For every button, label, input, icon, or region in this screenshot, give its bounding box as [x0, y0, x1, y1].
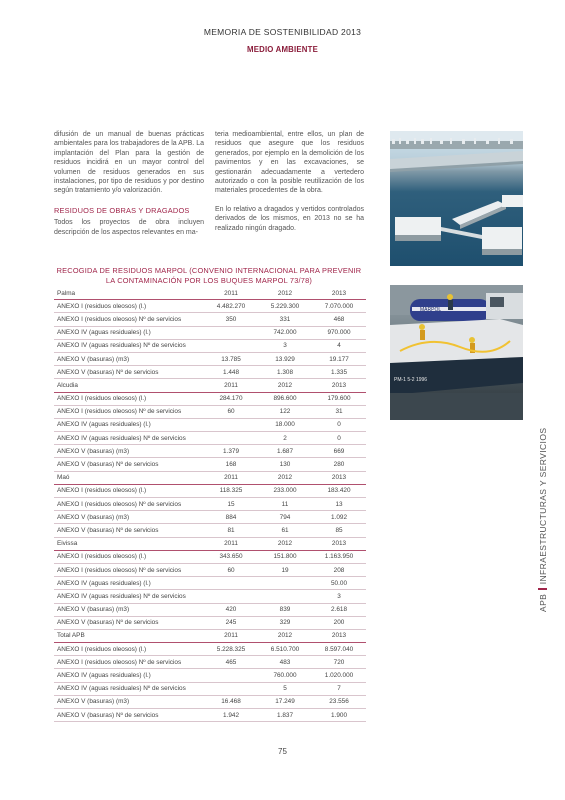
table-row: [54, 405, 366, 418]
table-cell-label: ANEXO I (residuos oleosos) (l.): [54, 550, 204, 563]
table-cell-value: 2012: [258, 471, 312, 484]
paragraph: Todos los proyectos de obra incluyen descripción de los aspectos relevantes en ma-: [54, 219, 204, 236]
table-cell-value: 3: [258, 339, 312, 352]
table-cell-value: 31: [312, 405, 366, 418]
table-cell-value: 6.510.700: [258, 643, 312, 656]
table-cell-value: 151.800: [258, 550, 312, 563]
table-cell-label: Maó: [54, 471, 204, 484]
table-cell-label: ANEXO V (basuras) Nº de servicios: [54, 709, 204, 722]
table-section-row: [54, 287, 366, 300]
table-cell-label: ANEXO IV (aguas residuales) Nº de servicios: [54, 339, 204, 352]
table-cell-value: 2013: [312, 287, 366, 300]
table-cell-value: [204, 418, 258, 431]
table-section-row: [54, 629, 366, 642]
table-cell-value: 329: [258, 616, 312, 629]
subheading: RESIDUOS DE OBRAS Y DRAGADOS: [54, 205, 190, 215]
table-row: [54, 418, 366, 431]
table-cell-value: 760.000: [258, 669, 312, 682]
table-row: [54, 511, 366, 524]
table-cell-value: 2012: [258, 537, 312, 550]
table-cell-value: 50.00: [312, 577, 366, 590]
table-cell-value: 122: [258, 405, 312, 418]
table-cell-value: [204, 432, 258, 445]
table-cell-label: ANEXO V (basuras) (m3): [54, 603, 204, 616]
table-row: [54, 352, 366, 365]
table-row: [54, 709, 366, 722]
table-cell-label: ANEXO IV (aguas residuales) Nº de servicios: [54, 682, 204, 695]
table-section-row: [54, 379, 366, 392]
table-cell-value: 179.600: [312, 392, 366, 405]
table-cell-label: ANEXO I (residuos oleosos) Nº de servicios: [54, 563, 204, 576]
table-cell-value: 839: [258, 603, 312, 616]
table-cell-label: ANEXO V (basuras) (m3): [54, 695, 204, 708]
table-row: [54, 669, 366, 682]
table-cell-label: ANEXO V (basuras) Nº de servicios: [54, 524, 204, 537]
table-cell-value: 5: [258, 682, 312, 695]
table-cell-value: 16.468: [204, 695, 258, 708]
table-cell-value: 1.379: [204, 445, 258, 458]
tanker-label: MARPOL: [420, 307, 442, 313]
table-cell-value: 343.650: [204, 550, 258, 563]
table-cell-value: 13.785: [204, 352, 258, 365]
table-section-row: [54, 537, 366, 550]
table-cell-value: 168: [204, 458, 258, 471]
table-cell-value: 2011: [204, 629, 258, 642]
table-cell-value: 7.070.000: [312, 300, 366, 313]
table-row: [54, 616, 366, 629]
table-cell-value: 60: [204, 405, 258, 418]
marina-pontoons-photo: [390, 131, 523, 266]
table-cell-value: [258, 590, 312, 603]
table-cell-value: 2012: [258, 629, 312, 642]
table-cell-value: 17.249: [258, 695, 312, 708]
table-title: RECOGIDA DE RESIDUOS MARPOL (CONVENIO INTERNACIONAL PARA PREVENIR LA CONTAMINACIÓN POR LOS BUQUES MARPOL 73/78): [56, 266, 362, 285]
table-cell-value: 1.448: [204, 366, 258, 379]
section-title: MEDIO AMBIENTE: [247, 45, 318, 54]
table-cell-value: 200: [312, 616, 366, 629]
table-cell-value: [204, 339, 258, 352]
table-cell-value: 183.420: [312, 484, 366, 497]
table-cell-value: [204, 326, 258, 339]
table-cell-value: 11: [258, 498, 312, 511]
table-cell-value: 331: [258, 313, 312, 326]
table-cell-label: ANEXO IV (aguas residuales) (l.): [54, 669, 204, 682]
table-cell-value: 4.482.270: [204, 300, 258, 313]
table-cell-label: Alcudia: [54, 379, 204, 392]
table-cell-label: Palma: [54, 287, 204, 300]
table-cell-value: [204, 577, 258, 590]
table-cell-label: ANEXO I (residuos oleosos) (l.): [54, 484, 204, 497]
table-cell-value: 61: [258, 524, 312, 537]
table-row: [54, 577, 366, 590]
table-cell-label: ANEXO I (residuos oleosos) (l.): [54, 643, 204, 656]
table-cell-label: ANEXO V (basuras) Nº de servicios: [54, 458, 204, 471]
sidebar-section: INFRAESTRUCTURAS Y SERVICIOS: [538, 427, 548, 585]
table-cell-value: 4: [312, 339, 366, 352]
table-cell-value: 1.163.950: [312, 550, 366, 563]
table-cell-value: 2012: [258, 287, 312, 300]
table-cell-label: ANEXO I (residuos oleosos) Nº de servicios: [54, 405, 204, 418]
sidebar-section-label: [538, 428, 548, 612]
table-cell-value: 245: [204, 616, 258, 629]
table-cell-value: 7: [312, 682, 366, 695]
table-cell-value: 23.556: [312, 695, 366, 708]
table-cell-label: Total APB: [54, 629, 204, 642]
table-cell-label: ANEXO I (residuos oleosos) Nº de servicios: [54, 498, 204, 511]
table-cell-value: 1.335: [312, 366, 366, 379]
table-cell-label: ANEXO IV (aguas residuales) (l.): [54, 418, 204, 431]
table-cell-label: ANEXO IV (aguas residuales) Nº de servicios: [54, 432, 204, 445]
paragraph: En lo relativo a dragados y vertidos controlados derivados de los mismos, en 2013 no se ha realizado ningún dragado.: [215, 205, 364, 232]
table-cell-value: 3: [312, 590, 366, 603]
table-cell-label: ANEXO IV (aguas residuales) (l.): [54, 577, 204, 590]
table-cell-value: [204, 682, 258, 695]
table-row: [54, 458, 366, 471]
table-cell-label: ANEXO I (residuos oleosos) (l.): [54, 300, 204, 313]
table-cell-value: 2011: [204, 379, 258, 392]
table-cell-value: 0: [312, 432, 366, 445]
table-cell-value: 85: [312, 524, 366, 537]
table-row: [54, 445, 366, 458]
table-cell-value: 13: [312, 498, 366, 511]
page-number: 75: [278, 747, 287, 756]
table-cell-value: 794: [258, 511, 312, 524]
table-cell-label: ANEXO I (residuos oleosos) Nº de servicios: [54, 656, 204, 669]
body-column-2: [215, 130, 364, 242]
table-cell-value: 81: [204, 524, 258, 537]
table-cell-value: 60: [204, 563, 258, 576]
table-cell-value: 284.170: [204, 392, 258, 405]
marpol-waste-table: [54, 287, 366, 722]
table-cell-value: 884: [204, 511, 258, 524]
table-cell-value: 1.942: [204, 709, 258, 722]
table-cell-label: ANEXO I (residuos oleosos) (l.): [54, 392, 204, 405]
table-cell-value: 208: [312, 563, 366, 576]
table-cell-label: ANEXO V (basuras) Nº de servicios: [54, 616, 204, 629]
table-row: [54, 432, 366, 445]
marina-photo-drawing: [390, 131, 523, 266]
table-row: [54, 524, 366, 537]
table-row: [54, 550, 366, 563]
table-cell-value: 2013: [312, 537, 366, 550]
table-row: [54, 498, 366, 511]
table-cell-value: 130: [258, 458, 312, 471]
sidebar-org: APB: [538, 593, 548, 612]
table-row: [54, 590, 366, 603]
body-column-1: [54, 130, 204, 246]
table-cell-label: ANEXO IV (aguas residuales) Nº de servicios: [54, 590, 204, 603]
table-cell-value: 465: [204, 656, 258, 669]
table-cell-value: 2011: [204, 287, 258, 300]
table-cell-value: 1.020.000: [312, 669, 366, 682]
table-cell-value: 18.000: [258, 418, 312, 431]
table-row: [54, 682, 366, 695]
waste-collection-boat-photo: [390, 285, 523, 420]
table-cell-value: 280: [312, 458, 366, 471]
table-row: [54, 326, 366, 339]
table-cell-value: 5.229.300: [258, 300, 312, 313]
table-cell-value: 2012: [258, 379, 312, 392]
table-cell-label: ANEXO V (basuras) (m3): [54, 352, 204, 365]
table-cell-value: 1.837: [258, 709, 312, 722]
table-cell-value: 1.900: [312, 709, 366, 722]
document-title: MEMORIA DE SOSTENIBILIDAD 2013: [203, 27, 362, 37]
table-row: [54, 313, 366, 326]
table-row: [54, 392, 366, 405]
table-cell-value: 1.092: [312, 511, 366, 524]
table-cell-label: ANEXO I (residuos oleosos) Nº de servicios: [54, 313, 204, 326]
table-row: [54, 366, 366, 379]
table-row: [54, 643, 366, 656]
table-cell-value: [204, 669, 258, 682]
table-cell-value: 233.000: [258, 484, 312, 497]
table-cell-value: 19: [258, 563, 312, 576]
table-cell-value: [258, 577, 312, 590]
table-cell-label: ANEXO IV (aguas residuales) (l.): [54, 326, 204, 339]
table-cell-value: 420: [204, 603, 258, 616]
table-cell-value: 5.228.325: [204, 643, 258, 656]
table-cell-value: 720: [312, 656, 366, 669]
table-cell-value: 970.000: [312, 326, 366, 339]
table-cell-value: 669: [312, 445, 366, 458]
table-cell-value: 19.177: [312, 352, 366, 365]
table-cell-value: [204, 590, 258, 603]
table-row: [54, 300, 366, 313]
table-cell-value: 2.618: [312, 603, 366, 616]
table-cell-value: 0: [312, 418, 366, 431]
table-cell-value: 1.687: [258, 445, 312, 458]
paragraph: difusión de un manual de buenas prácticas ambientales para los trabajadores de la APB. La implantación del Plan para la gestión de residuos incidirá en un mayor control del volumen de residuos generados en sus instalaciones, por tipo de residuos y por destino según tratamiento y/o valorización.: [54, 131, 204, 195]
table-cell-value: 2011: [204, 537, 258, 550]
table-cell-value: 2011: [204, 471, 258, 484]
table-cell-value: 8.597.040: [312, 643, 366, 656]
table-cell-label: Eivissa: [54, 537, 204, 550]
paragraph: teria medioambiental, entre ellos, un plan de residuos que asegure que los residuos generados, por ejemplo en la demolición de los pavimentos y en las excavaciones, se gestionarán adecuadamente a vertedero autorizado o con la posible reutilización de los materiales procedentes de la obra.: [215, 131, 364, 195]
table-cell-value: 350: [204, 313, 258, 326]
table-cell-label: ANEXO V (basuras) Nº de servicios: [54, 366, 204, 379]
table-cell-value: 15: [204, 498, 258, 511]
table-cell-value: 468: [312, 313, 366, 326]
table-row: [54, 484, 366, 497]
table-row: [54, 656, 366, 669]
table-cell-value: 2: [258, 432, 312, 445]
svg-text:PM-1 5-2 1996: PM-1 5-2 1996: [394, 377, 428, 383]
table-cell-label: ANEXO V (basuras) (m3): [54, 445, 204, 458]
table-section-row: [54, 471, 366, 484]
table-row: [54, 339, 366, 352]
table-cell-value: 2013: [312, 629, 366, 642]
table-cell-value: 1.308: [258, 366, 312, 379]
table-cell-value: 2013: [312, 379, 366, 392]
boat-photo-drawing: [390, 285, 523, 420]
table-cell-value: 2013: [312, 471, 366, 484]
table-cell-value: 118.325: [204, 484, 258, 497]
table-cell-value: 483: [258, 656, 312, 669]
table-row: [54, 563, 366, 576]
table-row: [54, 695, 366, 708]
table-cell-value: 742.000: [258, 326, 312, 339]
table-cell-value: 13.929: [258, 352, 312, 365]
table-cell-value: 896.600: [258, 392, 312, 405]
table-row: [54, 603, 366, 616]
sidebar-divider: [538, 588, 547, 590]
table-cell-label: ANEXO V (basuras) (m3): [54, 511, 204, 524]
